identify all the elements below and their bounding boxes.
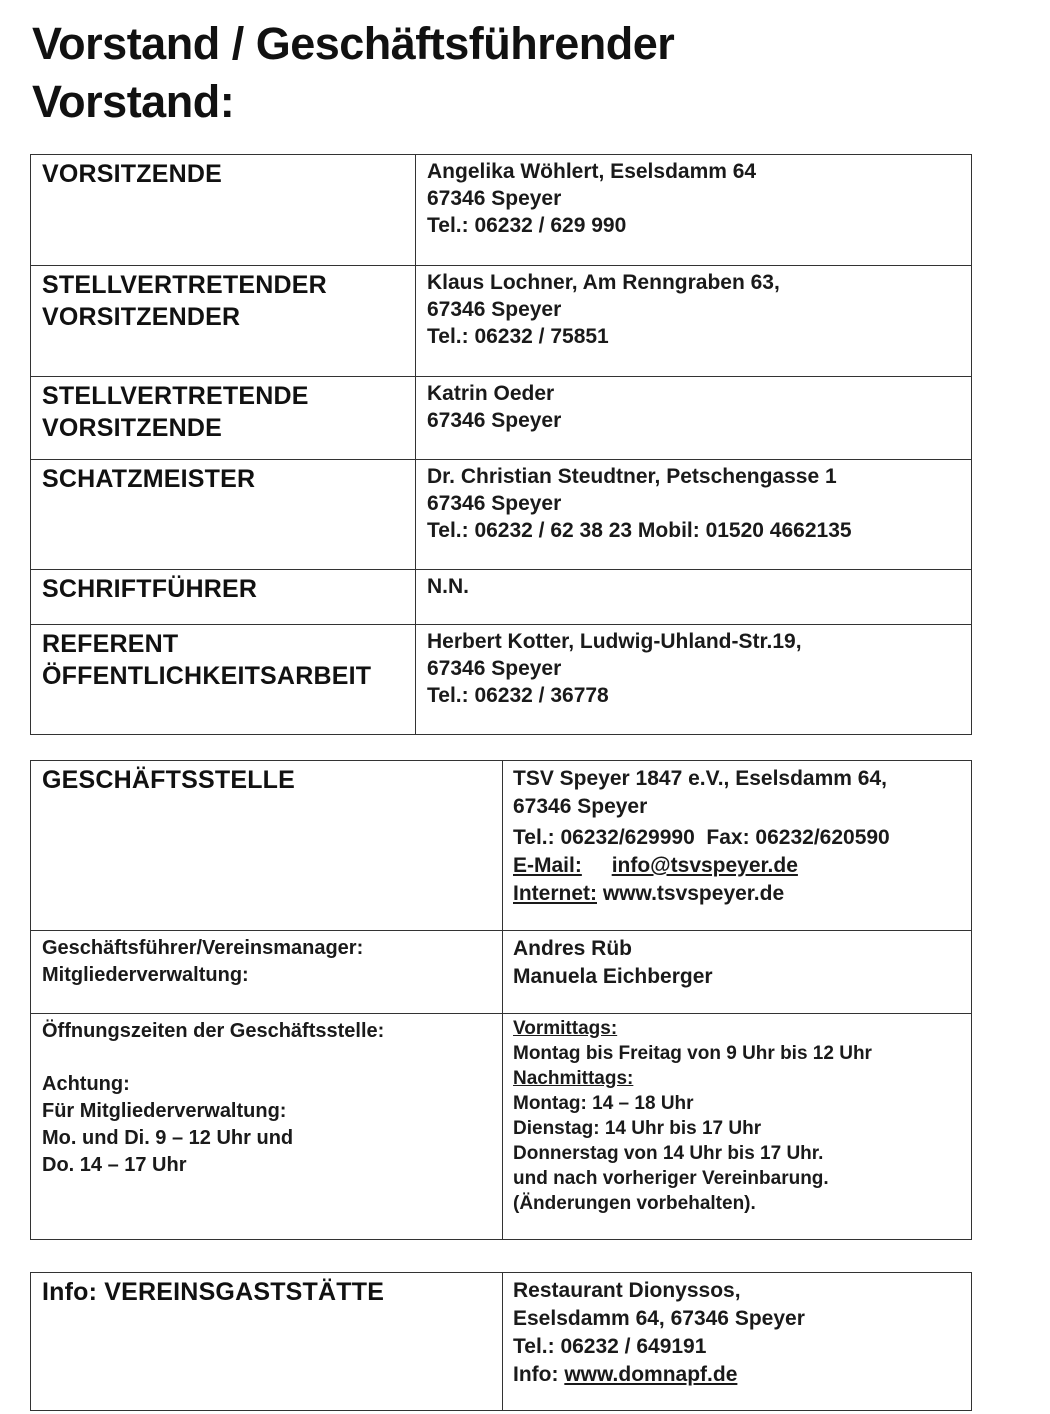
role-label: STELLVERTRETENDER <box>42 271 327 299</box>
details-cell <box>416 377 972 460</box>
detail-line: Katrin Oeder <box>427 382 555 405</box>
hours-label: Öffnungszeiten der Geschäftsstelle: <box>42 1020 385 1042</box>
restaurant-info-row <box>513 1361 961 1389</box>
staff-names-cell <box>503 931 972 1014</box>
vorstand-table <box>30 154 972 735</box>
page-title-line-2: Vorstand: <box>32 76 235 127</box>
role-label: SCHRIFTFÜHRER <box>42 575 258 603</box>
afternoon-label: Nachmittags: <box>513 1068 634 1089</box>
afternoon-note: (Änderungen vorbehalten). <box>513 1193 756 1214</box>
role-label: VORSITZENDE <box>42 160 222 188</box>
staff-label: Mitgliederverwaltung: <box>42 964 249 986</box>
attention-line: Achtung: <box>42 1073 130 1095</box>
role-cell <box>31 625 416 735</box>
email-link[interactable]: info@tsvspeyer.de <box>611 854 798 877</box>
info-label: Info: <box>513 1363 559 1386</box>
hours-detail-cell <box>503 1014 972 1240</box>
staff-labels-cell <box>31 931 503 1014</box>
table-row-schriftfuehrer <box>31 570 972 625</box>
detail-line: Klaus Lochner, Am Renngraben 63, <box>427 271 780 294</box>
attention-line: Für Mitgliederverwaltung: <box>42 1100 287 1122</box>
attention-line: Mo. und Di. 9 – 12 Uhr und <box>42 1127 294 1149</box>
detail-line: N.N. <box>427 575 469 598</box>
table-row-hours <box>31 1014 972 1240</box>
role-label: ÖFFENTLICHKEITSARBEIT <box>42 662 372 690</box>
detail-line: 67346 Speyer <box>427 298 562 321</box>
afternoon-hours: Dienstag: 14 Uhr bis 17 Uhr <box>513 1118 762 1139</box>
role-cell <box>31 460 416 570</box>
detail-line: 67346 Speyer <box>427 492 562 515</box>
role-cell <box>31 155 416 266</box>
details-cell <box>416 460 972 570</box>
internet-label: Internet: <box>513 882 597 905</box>
table-row-vorsitzende <box>31 155 972 266</box>
email-row <box>513 852 961 880</box>
section-label-cell <box>31 1273 503 1411</box>
staff-name: Manuela Eichberger <box>513 965 713 988</box>
contact-cell <box>503 761 972 931</box>
geschaeftsstelle-table <box>30 760 972 1240</box>
role-cell <box>31 377 416 460</box>
details-cell <box>416 570 972 625</box>
table-row-stellv-vorsitzende <box>31 377 972 460</box>
morning-label: Vormittags: <box>513 1018 618 1039</box>
internet-row <box>513 880 961 908</box>
table-row-referent <box>31 625 972 735</box>
page-title-line-1: Vorstand / Geschäftsführender <box>32 18 675 69</box>
role-cell <box>31 570 416 625</box>
detail-line: Dr. Christian Steudtner, Petschengasse 1 <box>427 465 837 488</box>
gaststaette-table <box>30 1272 972 1411</box>
details-cell <box>416 155 972 266</box>
phone-fax: Tel.: 06232/629990 Fax: 06232/620590 <box>513 826 890 849</box>
section-label: GESCHÄFTSSTELLE <box>42 766 296 794</box>
table-row-schatzmeister <box>31 460 972 570</box>
website-link[interactable]: www.tsvspeyer.de <box>602 882 785 905</box>
details-cell <box>416 266 972 377</box>
detail-line: 67346 Speyer <box>427 409 562 432</box>
detail-line: Angelika Wöhlert, Eselsdamm 64 <box>427 160 757 183</box>
table-row-staff <box>31 931 972 1014</box>
restaurant-line: Eselsdamm 64, 67346 Speyer <box>513 1307 805 1330</box>
email-label: E-Mail: <box>513 854 582 877</box>
staff-name: Andres Rüb <box>513 937 633 960</box>
detail-line: Tel.: 06232 / 75851 <box>427 325 609 348</box>
role-label: VORSITZENDER <box>42 303 241 331</box>
role-label: VORSITZENDE <box>42 414 222 442</box>
detail-line: Tel.: 06232 / 629 990 <box>427 214 627 237</box>
restaurant-cell <box>503 1273 972 1411</box>
attention-line: Do. 14 – 17 Uhr <box>42 1154 187 1176</box>
role-label: SCHATZMEISTER <box>42 465 256 493</box>
detail-line: Tel.: 06232 / 62 38 23 Mobil: 01520 4662135 <box>427 519 852 542</box>
section-label-cell <box>31 761 503 931</box>
afternoon-note: und nach vorheriger Vereinbarung. <box>513 1168 829 1189</box>
staff-label: Geschäftsführer/Vereinsmanager: <box>42 937 364 959</box>
table-row-gaststaette <box>31 1273 972 1411</box>
address-line: TSV Speyer 1847 e.V., Eselsdamm 64, <box>513 767 887 790</box>
afternoon-hours: Montag: 14 – 18 Uhr <box>513 1093 694 1114</box>
detail-line: 67346 Speyer <box>427 187 562 210</box>
detail-line: 67346 Speyer <box>427 657 562 680</box>
afternoon-hours: Donnerstag von 14 Uhr bis 17 Uhr. <box>513 1143 824 1164</box>
detail-line: Herbert Kotter, Ludwig-Uhland-Str.19, <box>427 630 802 653</box>
table-row-stellv-vorsitzender <box>31 266 972 377</box>
hours-label-cell <box>31 1014 503 1240</box>
table-row-geschaeftsstelle <box>31 761 972 931</box>
role-cell <box>31 266 416 377</box>
address-line: 67346 Speyer <box>513 795 648 818</box>
morning-hours: Montag bis Freitag von 9 Uhr bis 12 Uhr <box>513 1043 872 1064</box>
role-label: REFERENT <box>42 630 179 658</box>
restaurant-website-link[interactable]: www.domnapf.de <box>564 1363 738 1386</box>
details-cell <box>416 625 972 735</box>
restaurant-line: Tel.: 06232 / 649191 <box>513 1335 707 1358</box>
role-label: STELLVERTRETENDE <box>42 382 309 410</box>
detail-line: Tel.: 06232 / 36778 <box>427 684 609 707</box>
section-label: Info: VEREINSGASTSTÄTTE <box>42 1278 385 1306</box>
restaurant-line: Restaurant Dionyssos, <box>513 1279 741 1302</box>
